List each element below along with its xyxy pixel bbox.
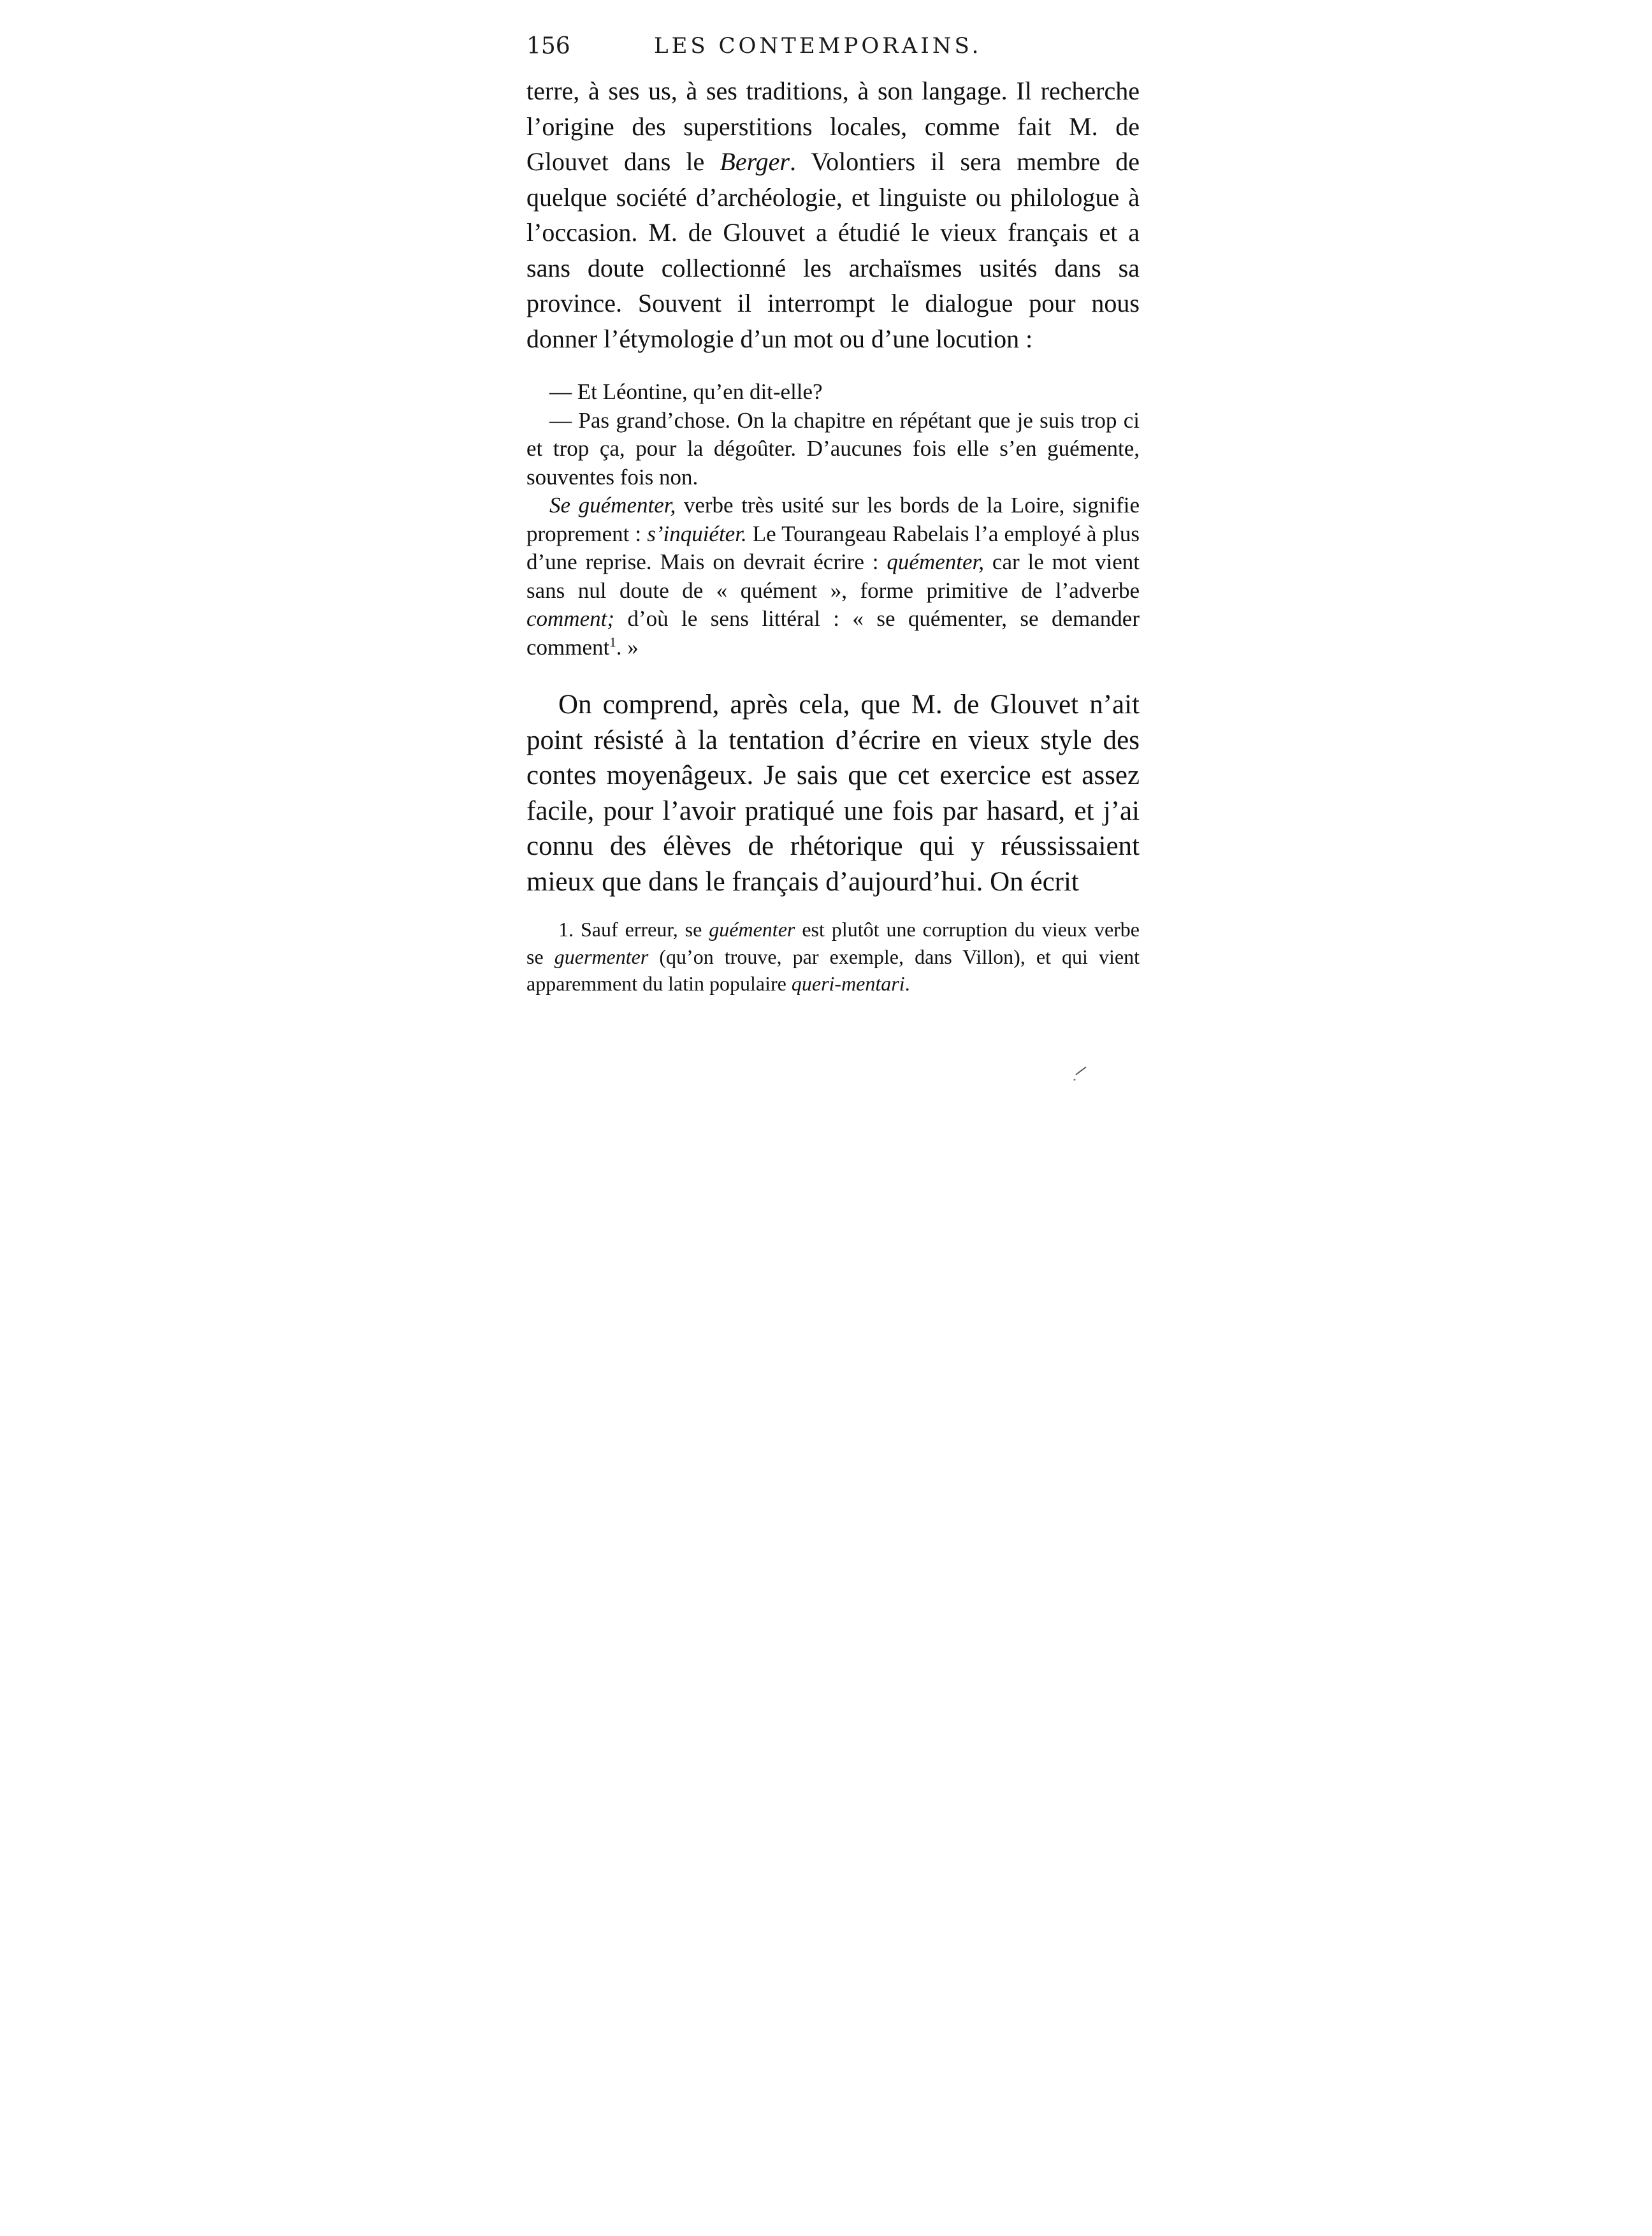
- quote-line-2: — Pas grand’chose. On la chapitre en répétant que je suis trop ci et trop ça, pour la dégoûter. D’aucunes fois elle s’en guémente, souventes fois non.: [526, 407, 1140, 490]
- quote-commentary: [526, 491, 1140, 662]
- commentary-text-d: d’où le sens littéral : « se quémenter, se demander comment: [526, 606, 1140, 660]
- paragraph-1: [526, 73, 1140, 356]
- commentary-text-c: car le mot vient sans nul doute de « quément », forme primitive de l’adverbe: [526, 549, 1140, 603]
- quoted-dialogue: [526, 378, 1140, 662]
- paragraph-1-text-b: . Volontiers il sera membre de quelque société d’archéologie, et linguiste ou philologue à l’occasion. M. de Glouvet a étudié le vieux français et a sans doute collectionné les archaïsmes usités dans sa province. Souvent il interrompt le dialogue pour nous donner l’étymologie d’un mot ou d’une locution :: [526, 147, 1140, 353]
- commentary-italic-quementer: quémenter,: [887, 549, 985, 574]
- main-text: [526, 73, 1140, 998]
- commentary-text-e: . »: [616, 634, 639, 660]
- footnote-text-d: .: [904, 972, 910, 995]
- commentary-text-a: verbe très usité sur les bords de la Loire, signifie proprement :: [526, 493, 1140, 546]
- page-number: 156: [526, 33, 570, 59]
- paragraph-2: On comprend, après cela, que M. de Glouvet n’ait point résisté à la tentation d’écrire en vieux style des contes moyenâgeux. Je sais que cet exercice est assez facile, pour l’avoir pratiqué une fois par hasard, et j’ai connu des élèves de rhétorique qui y réussissaient mieux que dans le français d’aujourd’hui. On écrit: [526, 690, 1140, 897]
- footnote-italic-guementer: guémenter: [709, 918, 795, 941]
- scan-speck-mark: [1071, 1058, 1096, 1084]
- footnote-number: 1: [558, 918, 569, 941]
- footnote-text-c: (qu’on trouve, par exemple, dans Villon), et qui vient apparemment du latin populaire: [526, 945, 1140, 995]
- footnote-italic-guermenter: guermenter: [554, 945, 649, 968]
- commentary-italic-se-guementer: Se guémenter,: [549, 493, 676, 518]
- footnote-reference: 1: [609, 634, 616, 650]
- running-head: LES CONTEMPORAINS.: [654, 33, 982, 59]
- commentary-italic-sinquieter: s’inquiéter.: [647, 521, 747, 546]
- paragraph-1-text-a: terre, à ses us, à ses traditions, à son langage. Il recherche l’origine des superstitions locales, comme fait M. de Glouvet dans le: [526, 76, 1140, 176]
- page-header: [526, 33, 1140, 71]
- footnote-italic-querimentari: queri-mentari: [791, 972, 905, 995]
- footnote-text-a: . Sauf erreur, se: [569, 918, 709, 941]
- paragraph-1-italic-berger: Berger: [720, 147, 790, 176]
- quote-line-1: — Et Léontine, qu’en dit-elle?: [549, 379, 823, 404]
- commentary-italic-comment: comment;: [526, 606, 615, 631]
- footnote-text-b: est plutôt une corruption du vieux verbe se: [526, 918, 1140, 968]
- footnote: [526, 916, 1140, 998]
- commentary-text-b: Le Tourangeau Rabelais l’a employé à plus d’une reprise. Mais on devrait écrire :: [526, 521, 1140, 574]
